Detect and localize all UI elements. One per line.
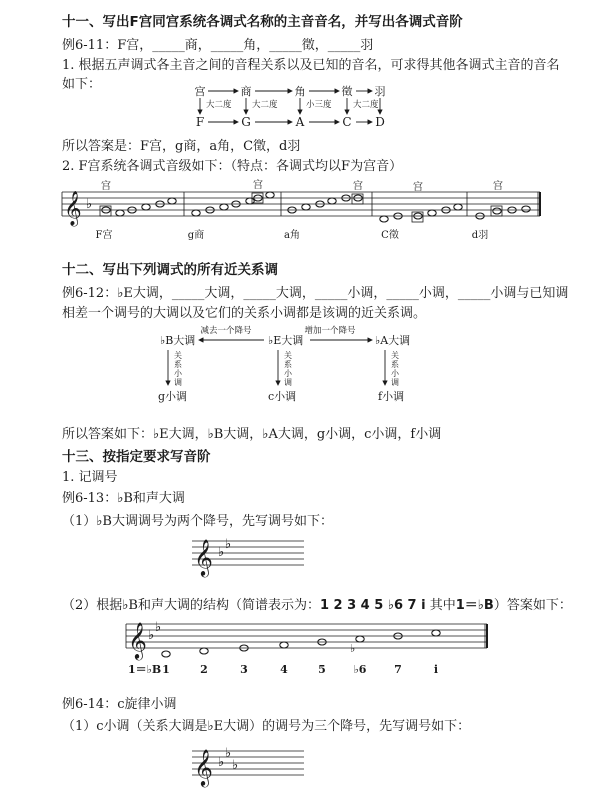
- degree-label-3: 4: [280, 663, 288, 676]
- degree-label-2: 3: [240, 663, 248, 676]
- tonic-D: D: [375, 115, 385, 129]
- flat-icon: ♭: [350, 642, 356, 655]
- flat-icon: ♭: [148, 628, 155, 643]
- relation-label-0-3: 调: [174, 378, 182, 387]
- degree-label-4: 5: [318, 663, 326, 676]
- interval-1: 大二度: [206, 100, 232, 110]
- do-equals-bb: 1＝♭B: [455, 598, 494, 613]
- relation-label-2-2: 小: [391, 369, 399, 378]
- mode-zhi: 徵: [341, 85, 353, 98]
- section-11-heading: 十一、写出F宫同宫系统各调式名称的主音音名，并写出各调式音阶: [62, 14, 463, 30]
- para-1: （1）♭B大调调号为两个降号，先写调号如下：: [62, 514, 333, 529]
- section-12-heading: 十二、写出下列调式的所有近关系调: [62, 262, 278, 278]
- do-label: 1＝♭B: [128, 663, 162, 676]
- tonic-F: F: [195, 115, 205, 129]
- mode-gong: 宫: [194, 85, 206, 98]
- interval-4: 大二度: [353, 100, 379, 110]
- treble-clef-icon: 𝄞: [64, 191, 82, 226]
- gong-marker-5: 宫: [493, 181, 503, 192]
- relation-label-1-1: 系: [284, 360, 292, 369]
- step-1-text-cont: 如下：: [62, 77, 102, 92]
- para-2-mid: 其中: [429, 598, 456, 613]
- tonic-G: G: [241, 115, 251, 129]
- example-6-11: 例6-11：F宫，_____商，_____角，_____徵，_____羽: [62, 38, 374, 53]
- flat-icon: ♭: [225, 537, 232, 552]
- scale-label-c-zhi: C徵: [381, 230, 399, 241]
- scale-label-a-jue: a角: [284, 230, 300, 241]
- section-13-heading: 十三、按指定要求写音阶: [62, 449, 211, 465]
- scale-label-f-gong: F宫: [95, 230, 113, 241]
- minor-f: f小调: [378, 390, 405, 403]
- scale-label-g-shang: g商: [187, 230, 205, 241]
- tonic-A: A: [295, 115, 305, 129]
- example-6-12-cont: 相差一个调号的大调以及它们的关系小调都是该调的近关系调。: [62, 306, 427, 321]
- interval-3: 小三度: [306, 100, 332, 110]
- tonic-C: C: [342, 115, 352, 129]
- gong-marker-2: 宫: [253, 180, 263, 191]
- example-6-12: 例6-12：♭E大调，_____大调，_____大调，_____小调，_____小调，_____小调与已知调: [62, 286, 569, 301]
- relation-label-0-2: 小: [174, 369, 182, 378]
- flat-icon: ♭: [86, 197, 93, 212]
- relation-label-0-1: 系: [174, 360, 182, 369]
- relation-label-2-0: 关: [391, 351, 399, 360]
- jianpu-degrees: 1 2 3 4 5 ♭6 7 i: [319, 598, 426, 613]
- treble-clef-icon: 𝄞: [194, 748, 213, 786]
- minor-g: g小调: [158, 390, 188, 403]
- treble-clef-icon: 𝄞: [128, 621, 147, 659]
- relation-label-2-1: 系: [391, 360, 399, 369]
- relation-label-0-0: 关: [174, 351, 182, 360]
- degree-label-5: ♭6: [353, 663, 367, 676]
- para-2-pre: （2）根据: [62, 598, 123, 613]
- flat-icon: ♭: [225, 746, 232, 761]
- minor-c: c小调: [268, 390, 297, 403]
- major-bb: ♭B大调: [160, 334, 196, 347]
- flat-icon: ♭: [232, 758, 239, 773]
- gong-marker-3: 宫: [353, 181, 363, 192]
- major-eb: ♭E大调: [268, 334, 304, 347]
- mode-shang: 商: [240, 85, 252, 98]
- mode-jue: 角: [294, 85, 306, 98]
- para-2-post: ）答案如下：: [493, 598, 572, 613]
- relation-label-1-0: 关: [284, 351, 292, 360]
- scale-label-d-yu: d羽: [471, 230, 489, 241]
- gong-marker-4: 宫: [413, 182, 423, 193]
- example-6-13: 例6-13：♭B和声大调: [62, 491, 185, 506]
- treble-clef-icon: 𝄞: [194, 538, 213, 576]
- relation-label-1-2: 小: [284, 369, 292, 378]
- degree-label-1: 2: [200, 663, 208, 676]
- major-ab: ♭A大调: [375, 334, 411, 347]
- example-6-14: 例6-14：c旋律小调: [62, 697, 177, 712]
- answer-11: 所以答案是：F宫，g商，a角，C徵，d羽: [62, 139, 301, 154]
- para-3: （1）c小调（关系大调是♭E大调）的调号为三个降号，先写调号如下：: [62, 719, 471, 734]
- step-2-text: 2. F宫系统各调式音级如下：（特点：各调式均以F为宫音）: [62, 159, 403, 174]
- relation-label-1-3: 调: [284, 378, 292, 387]
- plus-flat-label: 增加一个降号: [304, 326, 356, 336]
- mode-yu: 羽: [374, 85, 386, 98]
- flat-icon: ♭: [155, 620, 162, 635]
- step-1-text: 1. 根据五声调式各主音之间的音程关系以及已知的音名，可求得其他各调式主音的音名: [62, 58, 560, 73]
- degree-label-0: 1: [162, 663, 170, 676]
- minus-flat-label: 减去一个降号: [200, 326, 252, 336]
- para-2-key: ♭B和声大调的结构（简谱表示为：: [122, 598, 320, 613]
- sub-1-text: 1. 记调号: [62, 470, 118, 485]
- degree-label-6: 7: [394, 663, 402, 676]
- relation-label-2-3: 调: [391, 378, 399, 387]
- answer-12: 所以答案如下：♭E大调，♭B大调，♭A大调，g小调，c小调，f小调: [62, 427, 442, 442]
- flat-icon: ♭: [218, 755, 225, 770]
- interval-2: 大二度: [252, 100, 278, 110]
- gong-marker-1: 宫: [101, 181, 111, 192]
- flat-icon: ♭: [218, 545, 225, 560]
- degree-label-7: i: [433, 663, 439, 676]
